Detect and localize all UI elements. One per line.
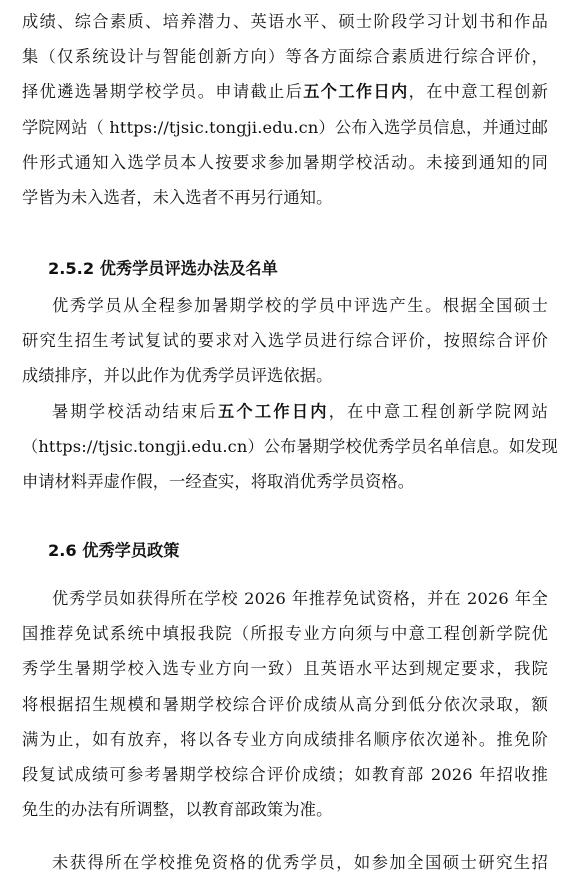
text-line: 优秀学员如获得所在学校 2026 年推荐免试资格，并在 2026 年全: [52, 589, 548, 608]
paragraph-no-recommendation: [22, 845, 548, 880]
text-line: 学院网站（ https://tjsic.tongji.edu.cn）公布入选学员信息，并通过邮: [22, 117, 548, 137]
deadline-emphasis: 五个工作日内: [303, 82, 409, 102]
text-line: 优秀学员从全程参加暑期学校的学员中评选产生。根据全国硕士: [52, 296, 548, 315]
text-line: 集（仅系统设计与智能创新方向）等各方面综合素质进行综合评价，: [22, 47, 548, 67]
text-span: ，在中意工程创新: [408, 82, 548, 102]
text-line: 研究生招生考试复试的要求对入选学员进行综合评价，按照综合评价: [22, 331, 548, 351]
text-line: [22, 394, 548, 429]
section-heading-2-6: 2.6 优秀学员政策: [48, 541, 180, 560]
text-span: 择优遴选暑期学校学员。申请截止后: [22, 82, 304, 102]
text-line: 未获得所在学校推免资格的优秀学员，如参加全国硕士研究生招: [52, 853, 548, 872]
paragraph-evaluation-method: [22, 288, 548, 394]
paragraph-announcement: [22, 394, 558, 500]
text-line: 免生的办法有所调整，以教育部政策为准。: [22, 800, 333, 820]
text-line: 申请材料弄虚作假，一经查实，将取消优秀学员资格。: [22, 472, 415, 492]
text-line: 段复试成绩可参考暑期学校综合评价成绩；如教育部 2026 年招收推: [22, 764, 548, 784]
text-line: [22, 74, 548, 109]
paragraph-policy: [22, 581, 548, 827]
deadline-emphasis: 五个工作日内: [218, 402, 329, 421]
text-line: 成绩、综合素质、培养潜力、英语水平、硕士阶段学习计划书和作品: [22, 12, 548, 31]
text-span: ，在中意工程创新学院网站: [328, 402, 548, 421]
text-line: 学皆为未入选者，未入选者不再另行通知。: [22, 187, 333, 207]
text-line: 国推荐免试系统中填报我院（所报专业方向须与中意工程创新学院优: [22, 624, 548, 644]
paragraph-selection-process: [22, 4, 548, 215]
section-heading-2-5-2: 2.5.2 优秀学员评选办法及名单: [48, 259, 278, 278]
text-line: 件形式通知入选学员本人按要求参加暑期学校活动。未接到通知的同: [22, 152, 548, 172]
text-span: 暑期学校活动结束后: [52, 402, 219, 421]
text-line: （https://tjsic.tongji.edu.cn）公布暑期学校优秀学员名单信息。如发现: [22, 437, 558, 457]
text-line: 将根据招生规模和暑期学校综合评价成绩从高分到低分依次录取，额: [22, 694, 548, 714]
text-line: 成绩排序，并以此作为优秀学员评选依据。: [22, 366, 333, 386]
text-line: 秀学生暑期学校入选专业方向一致）且英语水平达到规定要求，我院: [22, 659, 548, 679]
text-line: 满为止，如有放弃，将以各专业方向成绩排名顺序依次递补。推免阶: [22, 729, 548, 749]
